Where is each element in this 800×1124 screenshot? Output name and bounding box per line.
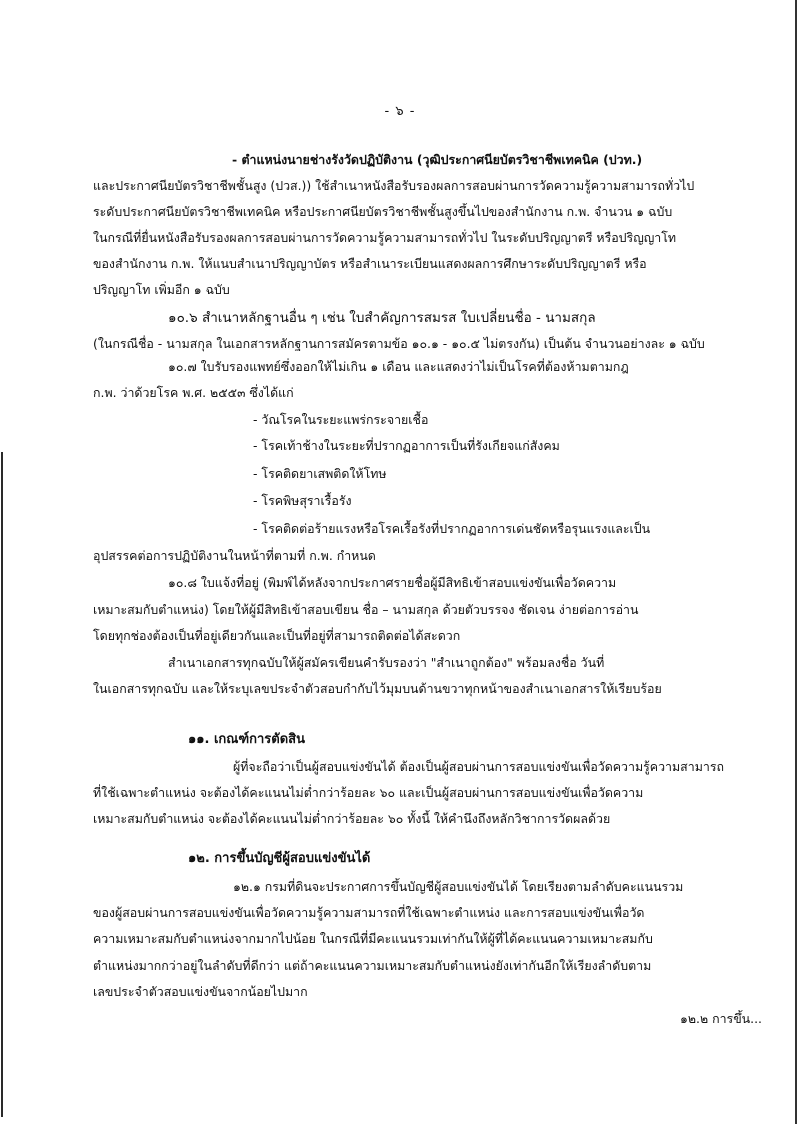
certification-note-line: สำเนาเอกสารทุกฉบับให้ผู้สมัครเขียนคำรับรองว่า "สำเนาถูกต้อง" พร้อมลงชื่อ วันที่ xyxy=(168,655,605,670)
disease-list-item: - โรคเท้าช้างในระยะที่ปรากฏอาการเป็นที่รังเกียจแก่สังคม xyxy=(253,438,560,453)
section-12-line: ของผู้สอบผ่านการสอบแข่งขันเพื่อวัดความรู้ความสามารถที่ใช้เฉพาะตำแหน่ง และการสอบแข่งขันเพื่อวัด xyxy=(93,905,645,920)
section-10-6-line: ๑๐.๖ สำเนาหลักฐานอื่น ๆ เช่น ใบสำคัญการสมรส ใบเปลี่ยนชื่อ - นามสกุล xyxy=(168,310,596,326)
section-12-line: ๑๒.๑ กรมที่ดินจะประกาศการขึ้นบัญชีผู้สอบแข่งขันได้ โดยเรียงตามลำดับคะแนนรวม xyxy=(233,879,684,894)
scan-edge-right xyxy=(795,0,797,1124)
section-12-line: ตำแหน่งมากกว่าอยู่ในลำดับที่ดีกว่า แต่ถ้าคะแนนความเหมาะสมกับตำแหน่งยังเท่ากันอีกให้เรียงลำดับตาม xyxy=(93,958,652,973)
page-number: - ๖ - xyxy=(384,104,416,119)
section-10-7-line: ๑๐.๗ ใบรับรองแพทย์ซึ่งออกให้ไม่เกิน ๑ เดือน และแสดงว่าไม่เป็นโรคที่ต้องห้ามตามกฎ xyxy=(168,359,629,374)
section-11-line: ผู้ที่จะถือว่าเป็นผู้สอบแข่งขันได้ ต้องเป็นผู้สอบผ่านการสอบแข่งขันเพื่อวัดความรู้ความสามารถ xyxy=(233,759,724,774)
disease-list-tail: อุปสรรคต่อการปฏิบัติงานในหน้าที่ตามที่ ก.พ. กำหนด xyxy=(93,548,376,563)
section-12-line: ความเหมาะสมกับตำแหน่งจากมากไปน้อย ในกรณีที่มีคะแนนรวมเท่ากันให้ผู้ที่ได้คะแนนความเหมาะสมกับ xyxy=(93,931,653,946)
scan-edge-left xyxy=(1,452,3,1117)
section-11-line: เหมาะสมกับตำแหน่ง จะต้องได้คะแนนไม่ต่ำกว่าร้อยละ ๖๐ ทั้งนี้ ให้คำนึงถึงหลักวิชาการวัดผลด้วย xyxy=(93,811,611,826)
paragraph-line: ของสำนักงาน ก.พ. ให้แนบสำเนาปริญญาบัตร หรือสำเนาระเบียนแสดงผลการศึกษาระดับปริญญาตรี หรือ xyxy=(93,256,647,271)
section-10-8-line: เหมาะสมกับตำแหน่ง) โดยให้ผู้มีสิทธิเข้าสอบเขียน ชื่อ – นามสกุล ด้วยตัวบรรจง ชัดเจน ง่ายต่อการอ่าน xyxy=(93,602,639,617)
paragraph-line: ปริญญาโท เพิ่มอีก ๑ ฉบับ xyxy=(93,282,230,297)
section-10-7-line: ก.พ. ว่าด้วยโรค พ.ศ. ๒๕๕๓ ซึ่งได้แก่ xyxy=(93,385,294,400)
section-12-line: เลขประจำตัวสอบแข่งขันจากน้อยไปมาก xyxy=(93,984,308,999)
paragraph-line: ในกรณีที่ยื่นหนังสือรับรองผลการสอบผ่านการวัดความรู้ความสามารถทั่วไป ในระดับปริญญาตรี หรือปริญญาโท xyxy=(93,230,677,245)
section-12-heading: ๑๒. การขึ้นบัญชีผู้สอบแข่งขันได้ xyxy=(188,851,371,866)
position-heading-line: - ตำแหน่งนายช่างรังวัดปฏิบัติงาน (วุฒิประกาศนียบัตรวิชาชีพเทคนิค (ปวท.) xyxy=(232,152,643,167)
section-11-heading: ๑๑. เกณฑ์การตัดสิน xyxy=(188,732,305,747)
disease-list-item: - โรคติดต่อร้ายแรงหรือโรคเรื้อรังที่ปรากฏอาการเด่นชัดหรือรุนแรงและเป็น xyxy=(253,521,651,536)
paragraph-line: ระดับประกาศนียบัตรวิชาชีพเทคนิค หรือประกาศนียบัตรวิชาชีพชั้นสูงขึ้นไปของสำนักงาน ก.พ. จำนวน ๑ ฉบับ xyxy=(93,204,673,219)
continuation-marker: ๑๒.๒ การขึ้น... xyxy=(680,1011,762,1026)
section-10-6-line: (ในกรณีชื่อ - นามสกุล ในเอกสารหลักฐานการสมัครตามข้อ ๑๐.๑ - ๑๐.๕ ไม่ตรงกัน) เป็นต้น จำนวนอย่างละ ๑ ฉบับ xyxy=(93,336,705,351)
section-10-8-line: ๑๐.๘ ใบแจ้งที่อยู่ (พิมพ์ได้หลังจากประกาศรายชื่อผู้มีสิทธิเข้าสอบแข่งขันเพื่อวัดความ xyxy=(168,575,617,590)
section-11-line: ที่ใช้เฉพาะตำแหน่ง จะต้องได้คะแนนไม่ต่ำกว่าร้อยละ ๖๐ และเป็นผู้สอบผ่านการสอบแข่งขันเพื่อวัดความ xyxy=(93,785,644,800)
paragraph-line: และประกาศนียบัตรวิชาชีพชั้นสูง (ปวส.)) ใช้สำเนาหนังสือรับรองผลการสอบผ่านการวัดความรู้ความสามารถทั่วไป xyxy=(93,178,695,193)
certification-note-line: ในเอกสารทุกฉบับ และให้ระบุเลขประจำตัวสอบกำกับไว้มุมบนด้านขวาทุกหน้าของสำเนาเอกสารให้เรียบร้อย xyxy=(93,681,662,696)
section-10-8-line: โดยทุกช่องต้องเป็นที่อยู่เดียวกันและเป็นที่อยู่ที่สามารถติดต่อได้สะดวก xyxy=(93,628,461,643)
disease-list-item: - โรคพิษสุราเรื้อรัง xyxy=(253,493,352,508)
disease-list-item: - โรคติดยาเสพติดให้โทษ xyxy=(253,466,387,481)
disease-list-item: - วัณโรคในระยะแพร่กระจายเชื้อ xyxy=(253,412,429,427)
